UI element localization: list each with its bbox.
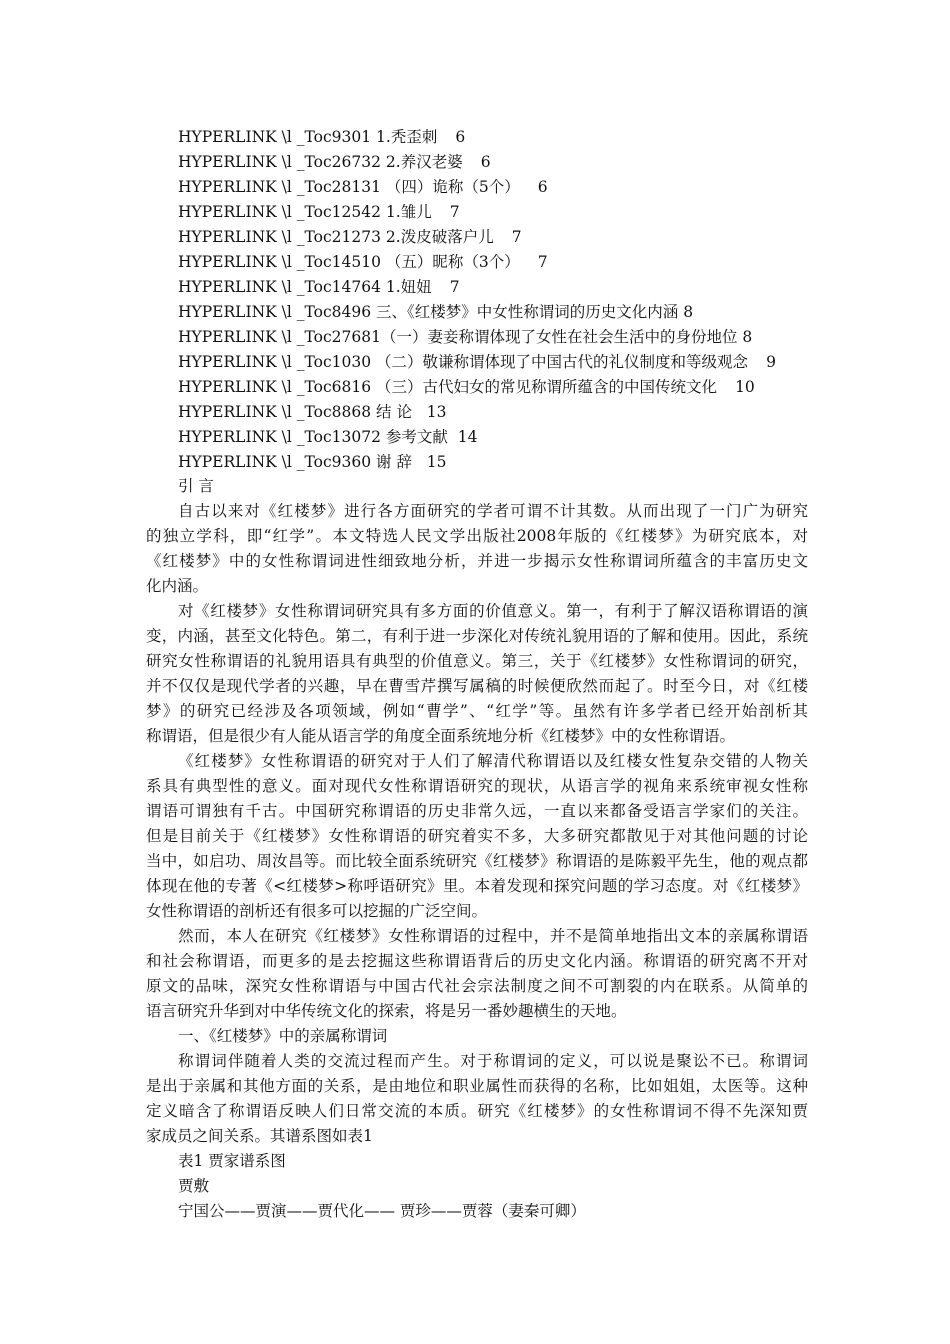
toc-entry[interactable] <box>178 300 818 325</box>
toc-link-code: HYPERLINK \l _Toc8496 <box>178 303 372 321</box>
toc-entry[interactable] <box>178 250 818 275</box>
toc-entry[interactable] <box>178 450 818 475</box>
paragraph-line: 体现在他的专著《<红楼梦>称呼语研究》里。本着发现和探究问题的学习态度。对《红楼梦》 <box>146 877 808 895</box>
toc-page-number: 9 <box>766 353 776 371</box>
toc-link-code: HYPERLINK \l _Toc26732 <box>178 153 381 171</box>
toc-title: 三、《红楼梦》中女性称谓词的历史文化内涵 <box>376 303 679 321</box>
toc-entry[interactable] <box>178 350 818 375</box>
paragraph-line: 的独立学科，即“红学”。本文特选人民文学出版社2008年版的《红楼梦》为研究底本，对 <box>146 527 808 545</box>
toc-link-code: HYPERLINK \l _Toc6816 <box>178 378 372 396</box>
paragraph-2 <box>146 599 808 749</box>
paragraph-line: 系具有典型性的意义。面对现代女性称谓语研究的现状，从语言学的视角来系统审视女性称 <box>146 777 808 795</box>
toc-link-code: HYPERLINK \l _Toc27681 <box>178 328 381 346</box>
toc-link-code: HYPERLINK \l _Toc14510 <box>178 253 381 271</box>
paragraph-4 <box>146 924 808 1024</box>
paragraph-line: 并不仅仅是现代学者的兴趣，早在曹雪芹撰写属稿的时候便欣然而起了。时至今日，对《红楼 <box>146 677 808 695</box>
paragraph-5 <box>146 1049 808 1149</box>
toc-link-code: HYPERLINK \l _Toc14764 <box>178 278 381 296</box>
paragraph-line: 《红楼梦》女性称谓语的研究对于人们了解清代称谓语以及红楼女性复杂交错的人物关 <box>178 752 808 770</box>
section-heading: 一、《红楼梦》中的亲属称谓词 <box>178 1027 388 1045</box>
toc-page-number: 8 <box>683 303 694 321</box>
toc-page-number: 15 <box>426 453 447 471</box>
toc-page-number: 6 <box>455 128 466 146</box>
genealogy-root: 贾敷 <box>178 1177 210 1195</box>
paragraph-line: 是出于亲属和其他方面的关系，是由地位和职业属性而获得的名称，比如姐姐，太医等。这种 <box>146 1077 808 1095</box>
paragraph-1 <box>146 499 808 599</box>
toc-page-number: 7 <box>449 203 460 221</box>
toc-title: 1.妞妞 <box>385 278 432 296</box>
paragraph-line: 但是目前关于《红楼梦》女性称谓语的研究着实不多，大多研究都散见于对其他问题的讨论 <box>146 827 808 845</box>
paragraph-line: 变，内涵，甚至文化特色。第二，有利于进一步深化对传统礼貌用语的了解和使用。因此，系统 <box>146 627 808 645</box>
toc-title: 2.泼皮破落户儿 <box>385 228 494 246</box>
paragraph-line: 女性称谓语的剖析还有很多可以挖掘的广泛空间。 <box>146 902 488 920</box>
table-caption: 表1 贾家谱系图 <box>178 1152 286 1170</box>
toc-page-number: 14 <box>457 428 478 446</box>
toc-page-number: 10 <box>735 378 755 396</box>
toc-title: （三）古代妇女的常见称谓所蕴含的中国传统文化 <box>376 378 718 396</box>
toc-link-code: HYPERLINK \l _Toc21273 <box>178 228 381 246</box>
toc-entry[interactable] <box>178 150 818 175</box>
paragraph-line: 称谓语，但是很少有人能从语言学的角度全面系统地分析《红楼梦》中的女性称谓语。 <box>146 727 736 745</box>
toc-page-number: 8 <box>742 328 753 346</box>
toc-entry[interactable] <box>178 425 818 450</box>
paragraph-line: 家成员之间关系。其谱系图如表1 <box>146 1127 373 1145</box>
paragraph-line: 称谓词伴随着人类的交流过程而产生。对于称谓词的定义，可以说是聚讼不已。称谓词 <box>178 1052 808 1070</box>
paragraph-line: 研究女性称谓语的礼貌用语具有典型的价值意义。第三，关于《红楼梦》女性称谓词的研究， <box>146 652 808 670</box>
toc-entry[interactable] <box>178 400 818 425</box>
paragraph-line: 梦》的研究已经涉及各项领域，例如“曹学”、“红学”等。虽然有许多学者已经开始剖析其 <box>146 702 808 720</box>
toc-title: （五）昵称（3个） <box>385 253 520 271</box>
document-body <box>146 474 808 1224</box>
toc-title: 1.雏儿 <box>385 203 432 221</box>
toc-page-number: 6 <box>480 153 491 171</box>
toc-entry[interactable] <box>178 325 818 350</box>
toc-link-code: HYPERLINK \l _Toc9360 <box>178 453 372 471</box>
toc-page-number: 7 <box>449 278 460 296</box>
intro-heading: 引 言 <box>178 477 214 495</box>
toc-entry[interactable] <box>178 200 818 225</box>
toc-title: 谢 辞 <box>376 453 412 471</box>
toc-entry[interactable] <box>178 175 818 200</box>
paragraph-3 <box>146 749 808 924</box>
paragraph-line: 定义暗含了称谓语反映人们日常交流的本质。研究《红楼梦》的女性称谓词不得不先深知贾 <box>146 1102 808 1120</box>
toc-title: 结 论 <box>376 403 412 421</box>
toc-title: （一）妻妾称谓体现了女性在社会生活中的身份地位 <box>380 328 738 346</box>
paragraph-line: 化内涵。 <box>146 577 209 595</box>
toc-title: （四）诡称（5个） <box>385 178 520 196</box>
toc-link-code: HYPERLINK \l _Toc8868 <box>178 403 372 421</box>
toc-link-code: HYPERLINK \l _Toc28131 <box>178 178 381 196</box>
paragraph-line: 自古以来对《红楼梦》进行各方面研究的学者可谓不计其数。从而出现了一门广为研究 <box>178 502 808 520</box>
paragraph-line: 当中，如启功、周汝昌等。而比较全面系统研究《红楼梦》称谓语的是陈毅平先生，他的观点都 <box>146 852 808 870</box>
paragraph-line: 《红楼梦》中的女性称谓词进性细致地分析，并进一步揭示女性称谓词所蕴含的丰富历史文 <box>146 552 808 570</box>
paragraph-line: 对《红楼梦》女性称谓词研究具有多方面的价值意义。第一，有利于了解汉语称谓语的演 <box>178 602 808 620</box>
toc-entry[interactable] <box>178 275 818 300</box>
table-of-contents <box>178 125 818 475</box>
paragraph-line: 谓语可谓独有千古。中国研究称谓语的历史非常久远，一直以来都备受语言学家们的关注。 <box>146 802 808 820</box>
paragraph-line: 和社会称谓语，而更多的是去挖掘这些称谓语背后的历史文化内涵。称谓语的研究离不开对 <box>146 952 808 970</box>
genealogy-line: 宁国公——贾演——贾代化—— 贾珍——贾蓉（妻秦可卿） <box>178 1202 586 1220</box>
toc-page-number: 7 <box>511 228 522 246</box>
paragraph-line: 原文的品味，深究女性称谓语与中国古代社会宗法制度之间不可割裂的内在联系。从简单的 <box>146 977 808 995</box>
toc-link-code: HYPERLINK \l _Toc9301 <box>178 128 372 146</box>
toc-link-code: HYPERLINK \l _Toc13072 <box>178 428 381 446</box>
toc-page-number: 6 <box>537 178 548 196</box>
toc-title: 2.养汉老婆 <box>385 153 463 171</box>
toc-link-code: HYPERLINK \l _Toc12542 <box>178 203 381 221</box>
toc-title: 1.秃歪刺 <box>376 128 438 146</box>
toc-title: （二）敬谦称谓体现了中国古代的礼仪制度和等级观念 <box>376 353 749 371</box>
paragraph-line: 然而，本人在研究《红楼梦》女性称谓语的过程中，并不是简单地指出文本的亲属称谓语 <box>178 927 808 945</box>
toc-page-number: 7 <box>537 253 548 271</box>
toc-page-number: 13 <box>426 403 447 421</box>
toc-title: 参考文献 <box>385 428 448 446</box>
toc-entry[interactable] <box>178 225 818 250</box>
toc-entry[interactable] <box>178 375 818 400</box>
toc-entry[interactable] <box>178 125 818 150</box>
toc-link-code: HYPERLINK \l _Toc1030 <box>178 353 372 371</box>
paragraph-line: 语言研究升华到对中华传统文化的探索，将是另一番妙趣横生的天地。 <box>146 1002 627 1020</box>
